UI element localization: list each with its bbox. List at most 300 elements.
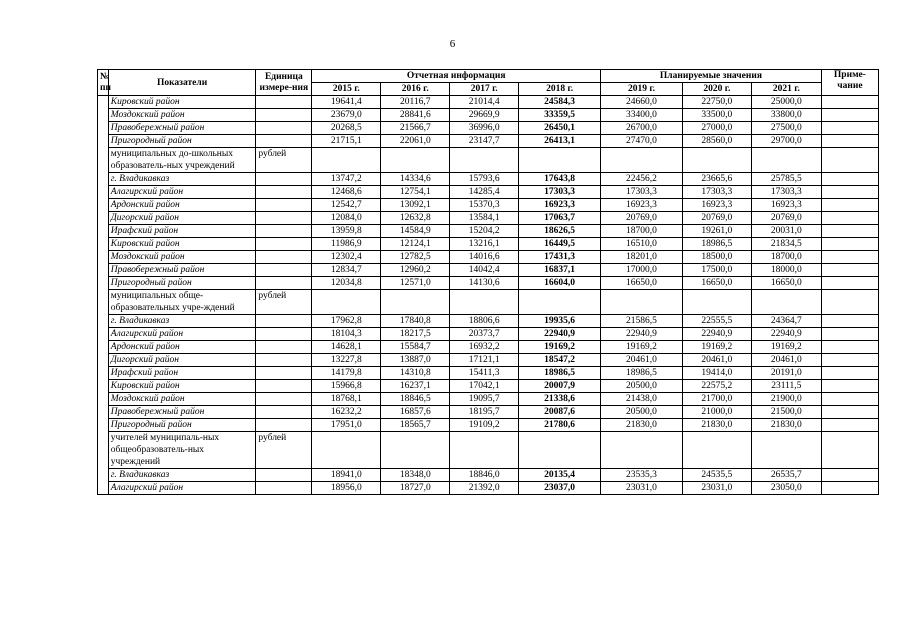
value-cell-2018: 19169,2 xyxy=(519,341,601,354)
value-cell-2019: 23031,0 xyxy=(601,482,683,495)
table-row xyxy=(98,393,879,406)
value-cell-2019: 17303,3 xyxy=(601,186,683,199)
value-cell-2018 xyxy=(519,290,601,315)
district-name: Ирафский район xyxy=(108,367,256,380)
unit-cell xyxy=(256,469,312,482)
value-cell-2021: 23111,5 xyxy=(751,380,821,393)
district-name: Правобережный район xyxy=(108,406,256,419)
note-cell xyxy=(821,225,878,238)
value-cell-2017: 14130,6 xyxy=(450,277,519,290)
value-cell-2015: 16232,2 xyxy=(312,406,381,419)
value-cell-2016: 13092,1 xyxy=(381,199,450,212)
header-indicators: Показатели xyxy=(108,70,256,96)
district-name: Пригородный район xyxy=(108,277,256,290)
unit-cell xyxy=(256,173,312,186)
note-cell xyxy=(821,354,878,367)
table-row xyxy=(98,96,879,109)
district-name: г. Владикавказ xyxy=(108,315,256,328)
value-cell-2021: 21830,0 xyxy=(751,419,821,432)
value-cell-2018: 18986,5 xyxy=(519,367,601,380)
value-cell-2018: 20007,9 xyxy=(519,380,601,393)
value-cell-2017: 19095,7 xyxy=(450,393,519,406)
value-cell-2021: 33800,0 xyxy=(751,109,821,122)
district-name: Правобережный район xyxy=(108,122,256,135)
value-cell-2020: 24535,5 xyxy=(682,469,751,482)
note-cell xyxy=(821,96,878,109)
value-cell-2018: 26413,1 xyxy=(519,135,601,148)
table-row xyxy=(98,328,879,341)
value-cell-2018: 17431,3 xyxy=(519,251,601,264)
value-cell-2016: 16237,1 xyxy=(381,380,450,393)
value-cell-2021: 25000,0 xyxy=(751,96,821,109)
unit-cell xyxy=(256,328,312,341)
unit-cell xyxy=(256,419,312,432)
value-cell-2018: 17303,3 xyxy=(519,186,601,199)
unit-cell xyxy=(256,251,312,264)
table-row xyxy=(98,341,879,354)
note-cell xyxy=(821,148,878,173)
value-cell-2019: 18201,0 xyxy=(601,251,683,264)
category-name: муниципальных обще-образовательных учре-ждений xyxy=(108,290,256,315)
value-cell-2017 xyxy=(450,290,519,315)
value-cell-2018: 17063,7 xyxy=(519,212,601,225)
header-year-2018: 2018 г. xyxy=(519,83,601,96)
value-cell-2020 xyxy=(682,148,751,173)
value-cell-2016: 12571,0 xyxy=(381,277,450,290)
value-cell-2019: 21438,0 xyxy=(601,393,683,406)
value-cell-2018: 20087,6 xyxy=(519,406,601,419)
value-cell-2019 xyxy=(601,432,683,469)
value-cell-2021: 21834,5 xyxy=(751,238,821,251)
value-cell-2017: 21392,0 xyxy=(450,482,519,495)
note-cell xyxy=(821,186,878,199)
value-cell-2020: 22750,0 xyxy=(682,96,751,109)
value-cell-2015: 13227,8 xyxy=(312,354,381,367)
value-cell-2018 xyxy=(519,432,601,469)
district-name: Ардонский район xyxy=(108,341,256,354)
value-cell-2021: 20461,0 xyxy=(751,354,821,367)
unit-cell xyxy=(256,186,312,199)
note-cell xyxy=(821,432,878,469)
unit-cell xyxy=(256,122,312,135)
note-cell xyxy=(821,264,878,277)
value-cell-2020 xyxy=(682,432,751,469)
value-cell-2015: 12084,0 xyxy=(312,212,381,225)
unit-cell xyxy=(256,264,312,277)
value-cell-2016: 22061,0 xyxy=(381,135,450,148)
note-cell xyxy=(821,122,878,135)
table-row xyxy=(98,315,879,328)
value-cell-2020: 19414,0 xyxy=(682,367,751,380)
value-cell-2018: 16837,1 xyxy=(519,264,601,277)
value-cell-2021: 18000,0 xyxy=(751,264,821,277)
value-cell-2016: 17840,8 xyxy=(381,315,450,328)
table-row xyxy=(98,135,879,148)
value-cell-2021: 26535,7 xyxy=(751,469,821,482)
district-name: Ардонский район xyxy=(108,199,256,212)
value-cell-2019: 26700,0 xyxy=(601,122,683,135)
value-cell-2021 xyxy=(751,148,821,173)
category-name: муниципальных до-школьных образователь-ных учреждений xyxy=(108,148,256,173)
value-cell-2016: 18565,7 xyxy=(381,419,450,432)
district-name: Алагирский район xyxy=(108,328,256,341)
table-row xyxy=(98,406,879,419)
unit-cell xyxy=(256,315,312,328)
note-cell xyxy=(821,482,878,495)
value-cell-2021: 22940,9 xyxy=(751,328,821,341)
value-cell-2017: 16932,2 xyxy=(450,341,519,354)
note-cell xyxy=(821,315,878,328)
value-cell-2015: 13747,2 xyxy=(312,173,381,186)
value-cell-2021: 29700,0 xyxy=(751,135,821,148)
value-cell-2020: 22940,9 xyxy=(682,328,751,341)
value-cell-2017: 18846,0 xyxy=(450,469,519,482)
value-cell-2021: 20769,0 xyxy=(751,212,821,225)
value-cell-2016: 16857,6 xyxy=(381,406,450,419)
value-cell-2017: 15204,2 xyxy=(450,225,519,238)
table-row xyxy=(98,251,879,264)
note-cell xyxy=(821,173,878,186)
value-cell-2017: 17042,1 xyxy=(450,380,519,393)
value-cell-2021 xyxy=(751,290,821,315)
value-cell-2018: 20135,4 xyxy=(519,469,601,482)
value-cell-2019: 21830,0 xyxy=(601,419,683,432)
row-number-cell xyxy=(98,96,109,495)
value-cell-2015: 19641,4 xyxy=(312,96,381,109)
value-cell-2020: 27000,0 xyxy=(682,122,751,135)
note-cell xyxy=(821,135,878,148)
value-cell-2017: 23147,7 xyxy=(450,135,519,148)
value-cell-2019: 16923,3 xyxy=(601,199,683,212)
note-cell xyxy=(821,199,878,212)
unit-cell: рублей xyxy=(256,432,312,469)
value-cell-2017: 14042,4 xyxy=(450,264,519,277)
value-cell-2019: 33400,0 xyxy=(601,109,683,122)
value-cell-2015: 18941,0 xyxy=(312,469,381,482)
value-cell-2016: 12124,1 xyxy=(381,238,450,251)
value-cell-2015: 23679,0 xyxy=(312,109,381,122)
value-cell-2015: 18104,3 xyxy=(312,328,381,341)
district-name: Моздокский район xyxy=(108,109,256,122)
value-cell-2020: 22555,5 xyxy=(682,315,751,328)
value-cell-2015: 18956,0 xyxy=(312,482,381,495)
table-row xyxy=(98,482,879,495)
value-cell-2018: 16449,5 xyxy=(519,238,601,251)
value-cell-2021: 23050,0 xyxy=(751,482,821,495)
note-cell xyxy=(821,328,878,341)
value-cell-2016: 12754,1 xyxy=(381,186,450,199)
value-cell-2017: 15370,3 xyxy=(450,199,519,212)
table-row xyxy=(98,109,879,122)
value-cell-2015: 21715,1 xyxy=(312,135,381,148)
value-cell-2019 xyxy=(601,290,683,315)
value-cell-2017: 15793,6 xyxy=(450,173,519,186)
value-cell-2019 xyxy=(601,148,683,173)
value-cell-2018: 24584,3 xyxy=(519,96,601,109)
note-cell xyxy=(821,277,878,290)
value-cell-2018: 18626,5 xyxy=(519,225,601,238)
value-cell-2020: 20461,0 xyxy=(682,354,751,367)
value-cell-2015: 18768,1 xyxy=(312,393,381,406)
table-row xyxy=(98,238,879,251)
unit-cell xyxy=(256,354,312,367)
unit-cell xyxy=(256,238,312,251)
value-cell-2020: 17303,3 xyxy=(682,186,751,199)
table-row xyxy=(98,173,879,186)
district-name: г. Владикавказ xyxy=(108,173,256,186)
table-row xyxy=(98,419,879,432)
district-name: Кировский район xyxy=(108,96,256,109)
value-cell-2015: 12834,7 xyxy=(312,264,381,277)
table-row xyxy=(98,354,879,367)
value-cell-2016: 21566,7 xyxy=(381,122,450,135)
value-cell-2017: 13584,1 xyxy=(450,212,519,225)
note-cell xyxy=(821,393,878,406)
value-cell-2021: 18700,0 xyxy=(751,251,821,264)
district-name: Алагирский район xyxy=(108,186,256,199)
value-cell-2020: 21830,0 xyxy=(682,419,751,432)
value-cell-2017: 17121,1 xyxy=(450,354,519,367)
district-name: Ирафский район xyxy=(108,225,256,238)
unit-cell xyxy=(256,96,312,109)
value-cell-2020: 23665,6 xyxy=(682,173,751,186)
unit-cell xyxy=(256,212,312,225)
unit-cell xyxy=(256,380,312,393)
page-number: 6 xyxy=(449,38,456,50)
note-cell xyxy=(821,251,878,264)
value-cell-2015: 20268,5 xyxy=(312,122,381,135)
note-cell xyxy=(821,212,878,225)
unit-cell xyxy=(256,277,312,290)
note-cell xyxy=(821,380,878,393)
value-cell-2019: 22456,2 xyxy=(601,173,683,186)
value-cell-2018: 16604,0 xyxy=(519,277,601,290)
value-cell-2021: 20031,0 xyxy=(751,225,821,238)
header-year-2021: 2021 г. xyxy=(751,83,821,96)
value-cell-2017: 29669,9 xyxy=(450,109,519,122)
value-cell-2019: 23535,3 xyxy=(601,469,683,482)
table-row xyxy=(98,225,879,238)
value-cell-2019: 16650,0 xyxy=(601,277,683,290)
value-cell-2016: 12782,5 xyxy=(381,251,450,264)
value-cell-2021 xyxy=(751,432,821,469)
note-cell xyxy=(821,290,878,315)
value-cell-2015: 12034,8 xyxy=(312,277,381,290)
value-cell-2021: 20191,0 xyxy=(751,367,821,380)
unit-cell xyxy=(256,341,312,354)
table-row xyxy=(98,264,879,277)
value-cell-2020: 16923,3 xyxy=(682,199,751,212)
value-cell-2016: 18217,5 xyxy=(381,328,450,341)
category-row xyxy=(98,432,879,469)
value-cell-2018: 16923,3 xyxy=(519,199,601,212)
value-cell-2016: 13887,0 xyxy=(381,354,450,367)
unit-cell xyxy=(256,367,312,380)
value-cell-2016 xyxy=(381,290,450,315)
table-row xyxy=(98,199,879,212)
value-cell-2020 xyxy=(682,290,751,315)
value-cell-2019: 22940,9 xyxy=(601,328,683,341)
value-cell-2019: 24660,0 xyxy=(601,96,683,109)
value-cell-2021: 16650,0 xyxy=(751,277,821,290)
value-cell-2015: 13959,8 xyxy=(312,225,381,238)
value-cell-2015: 14179,8 xyxy=(312,367,381,380)
unit-cell xyxy=(256,393,312,406)
value-cell-2018: 23037,0 xyxy=(519,482,601,495)
value-cell-2019: 16510,0 xyxy=(601,238,683,251)
value-cell-2017: 18195,7 xyxy=(450,406,519,419)
value-cell-2015 xyxy=(312,148,381,173)
value-cell-2016: 18846,5 xyxy=(381,393,450,406)
value-cell-2021: 24364,7 xyxy=(751,315,821,328)
value-cell-2016: 12632,8 xyxy=(381,212,450,225)
value-cell-2016: 18727,0 xyxy=(381,482,450,495)
value-cell-2020: 19261,0 xyxy=(682,225,751,238)
value-cell-2015 xyxy=(312,432,381,469)
value-cell-2021: 16923,3 xyxy=(751,199,821,212)
value-cell-2015: 17962,8 xyxy=(312,315,381,328)
note-cell xyxy=(821,406,878,419)
header-note: Приме-чание xyxy=(821,70,878,96)
value-cell-2018: 19935,6 xyxy=(519,315,601,328)
value-cell-2021: 25785,5 xyxy=(751,173,821,186)
value-cell-2019: 18700,0 xyxy=(601,225,683,238)
table-row xyxy=(98,380,879,393)
value-cell-2019: 18986,5 xyxy=(601,367,683,380)
value-cell-2019: 19169,2 xyxy=(601,341,683,354)
value-cell-2016: 14584,9 xyxy=(381,225,450,238)
value-cell-2020: 18500,0 xyxy=(682,251,751,264)
value-cell-2018: 26450,1 xyxy=(519,122,601,135)
value-cell-2018: 17643,8 xyxy=(519,173,601,186)
table-row xyxy=(98,186,879,199)
unit-cell xyxy=(256,135,312,148)
value-cell-2016: 12960,2 xyxy=(381,264,450,277)
note-cell xyxy=(821,341,878,354)
value-cell-2021: 19169,2 xyxy=(751,341,821,354)
district-name: Правобережный район xyxy=(108,264,256,277)
value-cell-2015: 12542,7 xyxy=(312,199,381,212)
value-cell-2020: 23031,0 xyxy=(682,482,751,495)
value-cell-2016 xyxy=(381,148,450,173)
value-cell-2020: 18986,5 xyxy=(682,238,751,251)
header-year-2019: 2019 г. xyxy=(601,83,683,96)
district-name: Кировский район xyxy=(108,238,256,251)
value-cell-2016: 14334,6 xyxy=(381,173,450,186)
value-cell-2018: 33359,5 xyxy=(519,109,601,122)
value-cell-2017: 14016,6 xyxy=(450,251,519,264)
value-cell-2020: 22575,2 xyxy=(682,380,751,393)
value-cell-2015: 14628,1 xyxy=(312,341,381,354)
value-cell-2016: 20116,7 xyxy=(381,96,450,109)
unit-cell: рублей xyxy=(256,148,312,173)
district-name: Моздокский район xyxy=(108,251,256,264)
value-cell-2018: 21338,6 xyxy=(519,393,601,406)
value-cell-2019: 17000,0 xyxy=(601,264,683,277)
value-cell-2019: 20500,0 xyxy=(601,380,683,393)
value-cell-2017: 13216,1 xyxy=(450,238,519,251)
value-cell-2020: 33500,0 xyxy=(682,109,751,122)
value-cell-2017: 14285,4 xyxy=(450,186,519,199)
value-cell-2019: 20769,0 xyxy=(601,212,683,225)
value-cell-2017: 36996,0 xyxy=(450,122,519,135)
district-name: Дигорский район xyxy=(108,354,256,367)
value-cell-2021: 27500,0 xyxy=(751,122,821,135)
value-cell-2017 xyxy=(450,148,519,173)
value-cell-2015: 12302,4 xyxy=(312,251,381,264)
value-cell-2017 xyxy=(450,432,519,469)
value-cell-2020: 28560,0 xyxy=(682,135,751,148)
value-cell-2020: 20769,0 xyxy=(682,212,751,225)
value-cell-2019: 27470,0 xyxy=(601,135,683,148)
value-cell-2020: 19169,2 xyxy=(682,341,751,354)
value-cell-2017: 18806,6 xyxy=(450,315,519,328)
note-cell xyxy=(821,367,878,380)
note-cell xyxy=(821,109,878,122)
header-planned: Планируемые значения xyxy=(601,70,822,83)
value-cell-2017: 15411,3 xyxy=(450,367,519,380)
district-name: Моздокский район xyxy=(108,393,256,406)
header-year-2017: 2017 г. xyxy=(450,83,519,96)
value-cell-2018: 22940,9 xyxy=(519,328,601,341)
unit-cell xyxy=(256,482,312,495)
district-name: Пригородный район xyxy=(108,419,256,432)
value-cell-2016: 14310,8 xyxy=(381,367,450,380)
value-cell-2018 xyxy=(519,148,601,173)
district-name: г. Владикавказ xyxy=(108,469,256,482)
note-cell xyxy=(821,419,878,432)
header-year-2015: 2015 г. xyxy=(312,83,381,96)
value-cell-2017: 21014,4 xyxy=(450,96,519,109)
value-cell-2020: 21700,0 xyxy=(682,393,751,406)
value-cell-2016 xyxy=(381,432,450,469)
district-name: Алагирский район xyxy=(108,482,256,495)
district-name: Пригородный район xyxy=(108,135,256,148)
table-row xyxy=(98,212,879,225)
table-row xyxy=(98,122,879,135)
value-cell-2019: 21586,5 xyxy=(601,315,683,328)
table-body xyxy=(98,96,879,495)
unit-cell xyxy=(256,199,312,212)
header-unit: Единица измере-ния xyxy=(256,70,312,96)
value-cell-2019: 20461,0 xyxy=(601,354,683,367)
note-cell xyxy=(821,238,878,251)
indicators-table xyxy=(97,69,879,495)
category-row xyxy=(98,290,879,315)
value-cell-2016: 28841,6 xyxy=(381,109,450,122)
value-cell-2018: 21780,6 xyxy=(519,419,601,432)
note-cell xyxy=(821,469,878,482)
value-cell-2019: 20500,0 xyxy=(601,406,683,419)
unit-cell: рублей xyxy=(256,290,312,315)
district-name: Кировский район xyxy=(108,380,256,393)
category-name: учителей муниципаль-ных общеобразователь-ных учреждений xyxy=(108,432,256,469)
value-cell-2021: 21500,0 xyxy=(751,406,821,419)
value-cell-2016: 18348,0 xyxy=(381,469,450,482)
value-cell-2015: 17951,0 xyxy=(312,419,381,432)
header-reported: Отчетная информация xyxy=(312,70,601,83)
value-cell-2015: 11986,9 xyxy=(312,238,381,251)
header-no: № пп xyxy=(98,70,109,96)
value-cell-2020: 16650,0 xyxy=(682,277,751,290)
value-cell-2021: 17303,3 xyxy=(751,186,821,199)
value-cell-2021: 21900,0 xyxy=(751,393,821,406)
value-cell-2020: 17500,0 xyxy=(682,264,751,277)
value-cell-2015: 12468,6 xyxy=(312,186,381,199)
header-year-2016: 2016 г. xyxy=(381,83,450,96)
value-cell-2017: 20373,7 xyxy=(450,328,519,341)
value-cell-2015: 15966,8 xyxy=(312,380,381,393)
